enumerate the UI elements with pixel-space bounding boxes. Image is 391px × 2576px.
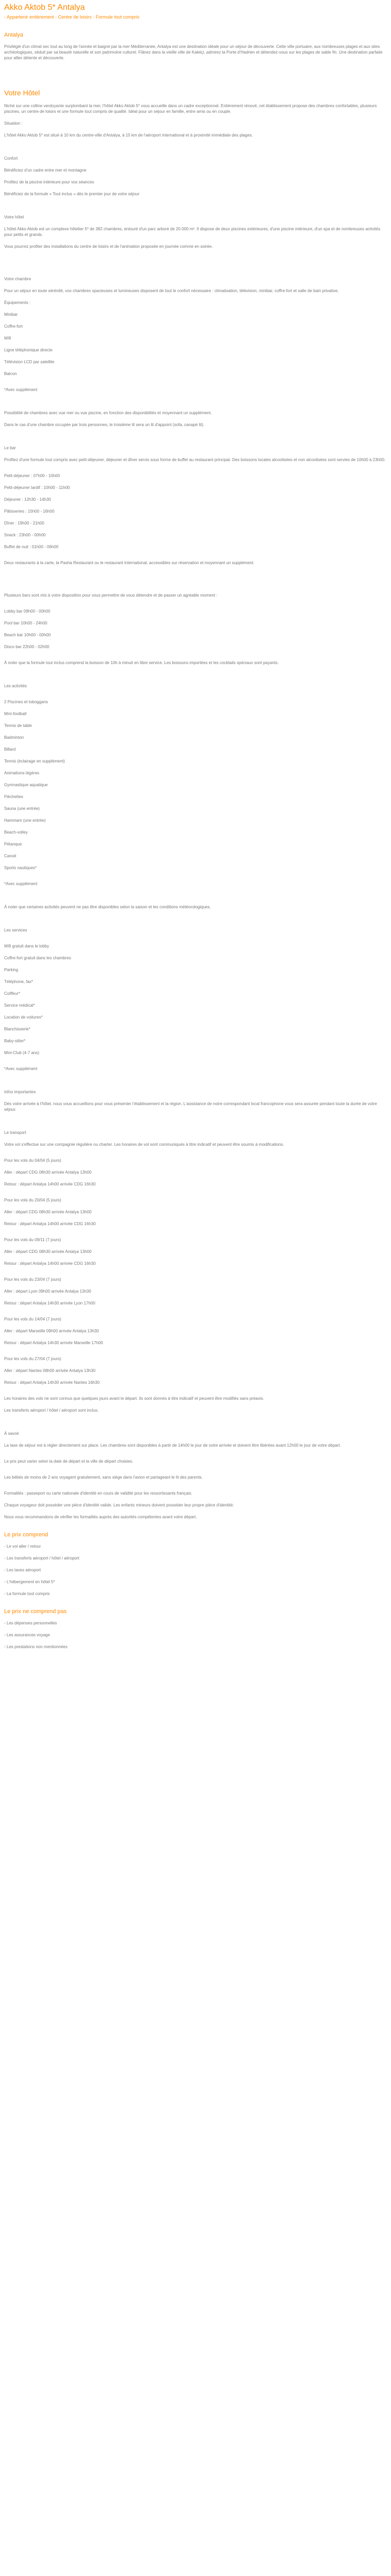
excludes-item-2: - Les assurances voyage <box>4 1633 50 1637</box>
flight-outbound-3: Aller : départ CDG 08h30 arrivée Antalya 13h00 <box>4 1249 92 1254</box>
schedule-row-1: Petit-déjeuner : 07h00 - 10h00 <box>4 473 60 478</box>
conditions-text-6: Nous vous recommandons de vérifier les formalités auprès des autorités compétentes avant votre départ. <box>4 1515 197 1519</box>
activity-item-1: 2 Piscines et toboggans <box>4 700 48 704</box>
activity-item-10: Sauna (une entrée) <box>4 806 40 811</box>
includes-item-5: - La formule tout compris <box>4 1591 50 1596</box>
conditions-text-5: Chaque voyageur doit posséder une pièce d'identité valide. Les enfants mineurs doivent posséder leur propre pièce d'identité. <box>4 1503 234 1507</box>
view-text: L'hôtel Akko Aktob est un complexe hôtelier 5* de 382 chambres, entouré d'un parc arboré de 20 000 m². Il dispose de deux piscines extérieures, d'une piscine intérieure, d'un spa et de nombreuses activités pour petits et grands. <box>4 227 381 237</box>
service-item-1: Wifi gratuit dans le lobby <box>4 944 50 948</box>
comfort-label: Confort <box>4 156 18 161</box>
excludes-item-1: - Les dépenses personnelles <box>4 1621 57 1625</box>
service-item-5: Coiffeur* <box>4 991 20 996</box>
schedule-row-3: Déjeuner : 12h30 - 14h30 <box>4 497 51 502</box>
equipment-item-5: Télévision LCD par satellite <box>4 360 55 364</box>
practical-text: Dès votre arrivée à l'hôtel, nous vous accueillons pour vous présenter l'établissement et la région. L'assistance de notre correspondant local francophone vous sera assurée pendant toute la durée de votre séjour. <box>4 1101 377 1112</box>
equipment-label: Équipements : <box>4 300 31 305</box>
flight-return-1: Retour : départ Antalya 14h00 arrivée CDG 16h30 <box>4 1182 96 1187</box>
flight-outbound-6: Aller : départ Nantes 08h00 arrivée Antalya 13h30 <box>4 1368 96 1373</box>
service-item-3: Parking <box>4 968 19 972</box>
restaurant-text: Profitez d'une formule tout compris avec petit-déjeuner, déjeuner et dîner servis sous forme de buffet au restaurant principal. Des boissons locales alcoolisées et non alcoolisées sont servies de 10h00 à 23h00. <box>4 457 386 462</box>
transport-note: Les horaires des vols ne sont connus que quelques jours avant le départ. Ils sont donnés à titre indicatif et peuvent être modifiés sans préavis. <box>4 1396 264 1401</box>
activity-item-2: Mini-football <box>4 711 27 716</box>
activities-text: À noter que certaines activités peuvent ne pas être disponibles selon la saison et les conditions météorologiques. <box>4 905 211 909</box>
activity-item-3: Tennis de table <box>4 723 32 728</box>
page-title: Akko Aktob 5* Antalya <box>4 3 85 12</box>
activity-item-14: Canoë <box>4 854 17 858</box>
content <box>4 3 387 1656</box>
conditions-text-4: Formalités : passeport ou carte nationale d'identité en cours de validité pour les ressortissants français. <box>4 1491 192 1496</box>
flight-outbound-4: Aller : départ Lyon 09h00 arrivée Antalya 13h30 <box>4 1289 91 1294</box>
conditions-text-3: Les bébés de moins de 2 ans voyagent gratuitement, sans siège dans l'avion et partageant le lit des parents. <box>4 1475 203 1480</box>
rooms-supplements-label: *Avec supplément <box>4 387 38 392</box>
price-includes-heading: Le prix comprend <box>4 1532 48 1538</box>
rooms-note: Dans le cas d'une chambre occupée par trois personnes, le troisième lit sera un lit d'appoint (sofa, canapé lit). <box>4 422 205 427</box>
comfort-line-3: Bénéficiez de la formule « Tout inclus » dès le premier jour de votre séjour <box>4 192 140 196</box>
situation-label: Situation : <box>4 121 23 126</box>
includes-item-3: - Les taxes aéroport <box>4 1568 41 1572</box>
flight-title-1: Pour les vols du 04/04 (5 jours) <box>4 1158 61 1163</box>
hotel-paragraph: Niché sur une colline verdoyante surplombant la mer, l'hôtel Akko Aktob 5* vous accueille dans un cadre exceptionnel. Entièrement rénové, cet établissement propose des chambres confortables, plusieurs piscines, un centre de loisirs et une formule tout compris de qualité. Idéal pour un séjour en famille, entre amis ou en couple. <box>4 104 377 114</box>
restaurant-note: Deux restaurants à la carte, la Pasha Restaurant ou le restaurant international, accessibles sur réservation et moyennant un supplément. <box>4 561 255 565</box>
leisure-paragraph: Plusieurs bars sont mis à votre disposition pour vous permettre de vous détendre et de passer un agréable moment : <box>4 593 218 598</box>
conditions-text: La taxe de séjour est à régler directement sur place. Les chambres sont disponibles à partir de 14h00 le jour de votre arrivée et doivent être libérées avant 12h00 le jour de votre départ. <box>4 1443 341 1448</box>
flight-title-2: Pour les vols du 20/04 (5 jours) <box>4 1198 61 1202</box>
view-text-2: Vous pourrez profiter des installations du centre de loisirs et de l'animation proposée en journée comme en soirée. <box>4 244 213 249</box>
service-item-4: Téléphone, fax* <box>4 979 34 984</box>
rooms-label: Votre chambre <box>4 277 31 281</box>
includes-item-1: - Le vol aller / retour <box>4 1544 41 1549</box>
service-item-6: Service médical* <box>4 1003 35 1008</box>
activity-item-6: Tennis (éclairage en supplément) <box>4 759 65 764</box>
intro-heading: Antalya <box>4 32 23 38</box>
flight-outbound-5: Aller : départ Marseille 09h00 arrivée Antalya 13h30 <box>4 1329 99 1333</box>
bar-item-1: Lobby bar 09h00 - 00h00 <box>4 609 51 614</box>
includes-item-2: - Les transferts aéroport / hôtel / aéroport <box>4 1556 79 1561</box>
service-item-8: Blanchisserie* <box>4 1027 30 1031</box>
excludes-item-3: - Les prestations non mentionnées <box>4 1645 68 1649</box>
transport-label: Le transport <box>4 1130 26 1135</box>
transport-text: Votre vol s'effectue sur une compagnie régulière ou charter. Les horaires de vol sont communiqués à titre indicatif et peuvent être soumis à modifications. <box>4 1142 284 1147</box>
services-label: Les services <box>4 928 27 933</box>
schedule-row-4: Pâtisseries : 15h00 - 16h00 <box>4 509 55 514</box>
equipment-item-2: Coffre-fort <box>4 324 23 329</box>
activity-item-9: Fléchettes <box>4 794 23 799</box>
flight-return-5: Retour : départ Antalya 14h30 arrivée Marseille 17h00 <box>4 1341 103 1345</box>
flight-outbound-1: Aller : départ CDG 08h30 arrivée Antalya 13h00 <box>4 1170 92 1175</box>
activity-item-11: Hammam (une entrée) <box>4 818 46 823</box>
conditions-text-2: Le prix peut varier selon la date de départ et la ville de départ choisies. <box>4 1459 134 1464</box>
service-item-10: Mini-Club (4-7 ans) <box>4 1050 40 1055</box>
flight-return-6: Retour : départ Antalya 14h30 arrivée Nantes 16h30 <box>4 1380 100 1385</box>
schedule-row-7: Buffet de nuit : 01h00 - 06h00 <box>4 545 59 549</box>
service-item-9: Baby-sitter* <box>4 1039 26 1043</box>
services-note: *Avec supplément <box>4 1066 38 1071</box>
conditions-label: À savoir <box>4 1431 19 1436</box>
view-label: Votre hôtel <box>4 215 24 219</box>
flight-return-3: Retour : départ Antalya 14h00 arrivée CDG 16h30 <box>4 1261 96 1266</box>
activities-label: Les activités <box>4 684 27 688</box>
schedule-row-2: Petit-déjeuner tardif : 10h00 - 11h00 <box>4 485 70 490</box>
comfort-line-2: Profitez de la piscine intérieure pour vos séances <box>4 180 94 184</box>
intro-paragraph: Privilégié d'un climat sec tout au long de l'année et baigné par la mer Méditerranée, Antalya est une destination idéale pour un séjour de découverte. Cette ville portuaire, aux nombreuses plages et aux sites archéologiques, séduit par sa beauté naturelle et son patrimoine culturel. Flânez dans la vieille ville de Kaleiçi, admirez la Porte d'Hadrien et détendez-vous sur les plages de sable fin. Une destination parfaite pour allier détente et découverte. <box>4 44 383 60</box>
restaurant-label: Le bar <box>4 446 16 450</box>
activity-item-12: Beach-volley <box>4 830 28 835</box>
service-item-7: Location de voitures* <box>4 1015 43 1020</box>
bar-item-4: Disco bar 22h00 - 02h00 <box>4 645 50 649</box>
flight-return-4: Retour : départ Antalya 14h30 arrivée Lyon 17h00 <box>4 1301 95 1306</box>
flight-title-6: Pour les vols du 27/04 (7 jours) <box>4 1357 61 1361</box>
equipment-item-3: Wifi <box>4 336 11 341</box>
page-subtitle: - Appartenir entièrement - Centre de loisirs - Formule tout compris <box>4 14 140 20</box>
transport-note-2: Les transferts aéroport / hôtel / aéroport sont inclus. <box>4 1408 99 1413</box>
situation-text: L'hôtel Akko Aktob 5* est situé à 10 km du centre-ville d'Antalya, à 15 km de l'aéroport international et à proximité immédiate des plages. <box>4 133 253 138</box>
includes-item-4: - L'hébergement en hôtel 5* <box>4 1580 55 1584</box>
bar-item-3: Beach bar 10h00 - 00h00 <box>4 633 51 637</box>
flight-title-5: Pour les vols du 14/04 (7 jours) <box>4 1317 61 1321</box>
price-excludes-heading: Le prix ne comprend pas <box>4 1608 67 1615</box>
bar-item-2: Pool bar 10h00 - 24h00 <box>4 621 47 625</box>
activity-item-4: Badminton <box>4 735 24 740</box>
rooms-text: Pour un séjour en toute sérénité, vos chambres spacieuses et lumineuses disposent de tout le confort nécessaire : climatisation, télévision, minibar, coffre-fort et salle de bain privative. <box>4 289 339 293</box>
comfort-line-1: Bénéficiez d'un cadre entre mer et montagne <box>4 168 87 173</box>
flight-title-4: Pour les vols du 23/04 (7 jours) <box>4 1277 61 1282</box>
hotel-heading: Votre Hôtel <box>4 89 40 97</box>
activity-item-13: Pétanque <box>4 842 22 846</box>
activity-item-5: Billard <box>4 747 16 752</box>
kids-text: À noter que la formule tout inclus comprend la boisson de 10h à minuit en libre service. Les boissons importées et les cocktails spéciaux sont payants. <box>4 660 279 665</box>
schedule-row-6: Snack : 23h00 - 00h00 <box>4 533 46 537</box>
activity-item-15: Sports nautiques* <box>4 866 37 870</box>
flight-return-2: Retour : départ Antalya 14h00 arrivée CDG 16h30 <box>4 1222 96 1226</box>
activities-note: *Avec supplément <box>4 882 38 886</box>
service-item-2: Coffre-fort gratuit dans les chambres <box>4 956 71 960</box>
equipment-item-4: Ligne téléphonique directe <box>4 348 53 352</box>
rooms-supplements-text: Possibilité de chambres avec vue mer ou vue piscine, en fonction des disponibilités et moyennant un supplément. <box>4 411 212 415</box>
equipment-item-1: Minibar <box>4 312 18 317</box>
schedule-row-5: Dîner : 19h00 - 21h00 <box>4 521 44 526</box>
flight-title-3: Pour les vols du 09/11 (7 jours) <box>4 1238 61 1242</box>
practical-label: Infos importantes <box>4 1090 36 1094</box>
activity-item-7: Animations légères <box>4 771 40 775</box>
activity-item-8: Gymnastique aquatique <box>4 783 48 787</box>
flight-outbound-2: Aller : départ CDG 08h30 arrivée Antalya 13h00 <box>4 1210 92 1214</box>
equipment-item-6: Balcon <box>4 371 17 376</box>
